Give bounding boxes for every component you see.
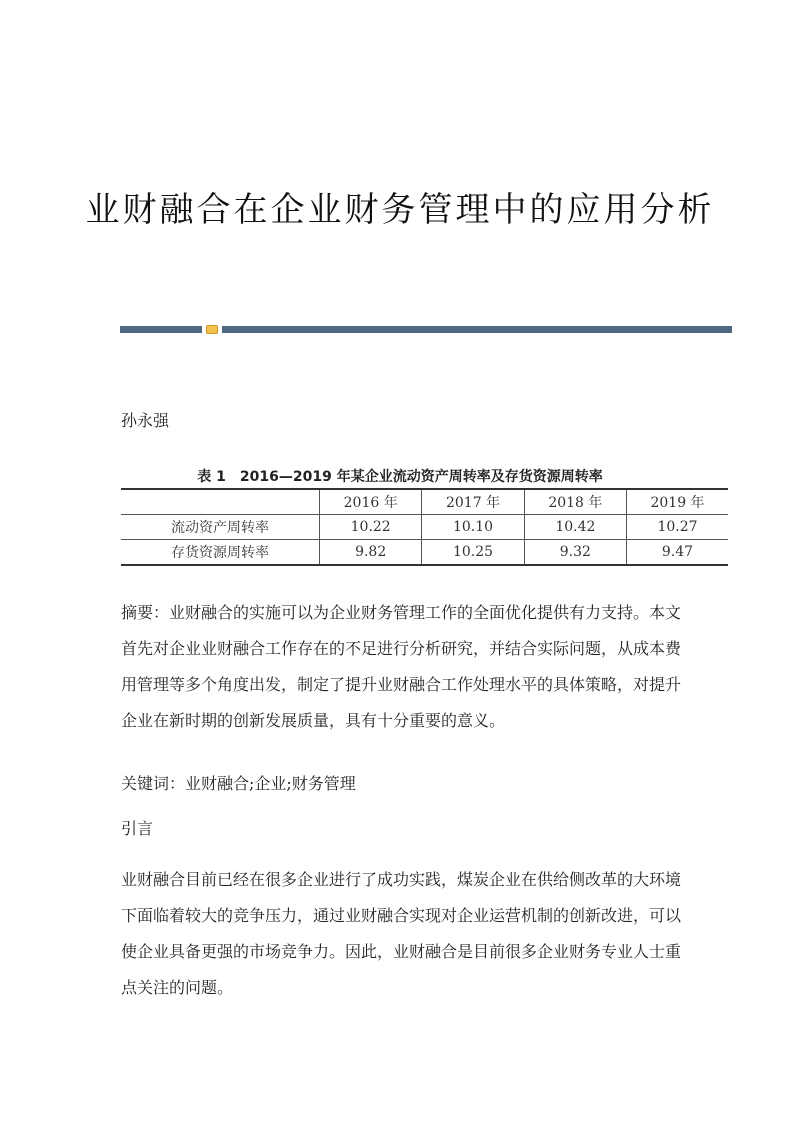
table-header-cell: 2018 年 [524,489,626,515]
table-header-cell: 2016 年 [320,489,422,515]
table-cell: 10.22 [320,515,422,540]
abstract-paragraph: 摘要：业财融合的实施可以为企业财务管理工作的全面优化提供有力支持。本文首先对企业业财融合工作存在的不足进行分析研究，并结合实际问题，从成本费用管理等多个角度出发，制定了提升业财融合工作处理水平的具体策略，对提升企业在新时期的创新发展质量，具有十分重要的意义。 [121,603,682,730]
document-title: 业财融合在企业财务管理中的应用分析 [85,190,715,230]
table-header-row [121,489,728,515]
table-header-cell [121,489,320,515]
author-name: 孙永强 [121,411,170,430]
keywords-line: 关键词：业财融合;企业;财务管理 [121,774,356,793]
table-cell: 9.47 [627,540,728,566]
divider-right-segment [222,326,732,333]
row-label: 存货资源周转率 [171,545,269,561]
table-row [121,515,728,540]
table-cell: 10.10 [422,515,524,540]
intro-paragraph: 业财融合目前已经在很多企业进行了成功实践，煤炭企业在供给侧改革的大环境下面临着较大的竞争压力，通过业财融合实现对企业运营机制的创新改进，可以使企业具备更强的市场竞争力。因此，业财融合是目前很多企业财务专业人士重点关注的问题。 [121,870,682,997]
row-label: 流动资产周转率 [171,520,269,536]
table-row [121,540,728,566]
table-cell: 10.27 [627,515,728,540]
table-header-cell: 2019 年 [627,489,728,515]
table-cell: 10.25 [422,540,524,566]
divider-left-segment [120,326,202,333]
table-cell: 9.82 [320,540,422,566]
table-cell: 10.42 [524,515,626,540]
intro-heading: 引言 [121,819,154,838]
divider-ornament-icon [206,325,218,334]
turnover-table [121,488,728,566]
table-cell: 9.32 [524,540,626,566]
table-header-cell: 2017 年 [422,489,524,515]
table-caption: 表 1 2016—2019 年某企业流动资产周转率及存货资源周转率 [197,469,603,485]
title-divider [120,325,732,334]
